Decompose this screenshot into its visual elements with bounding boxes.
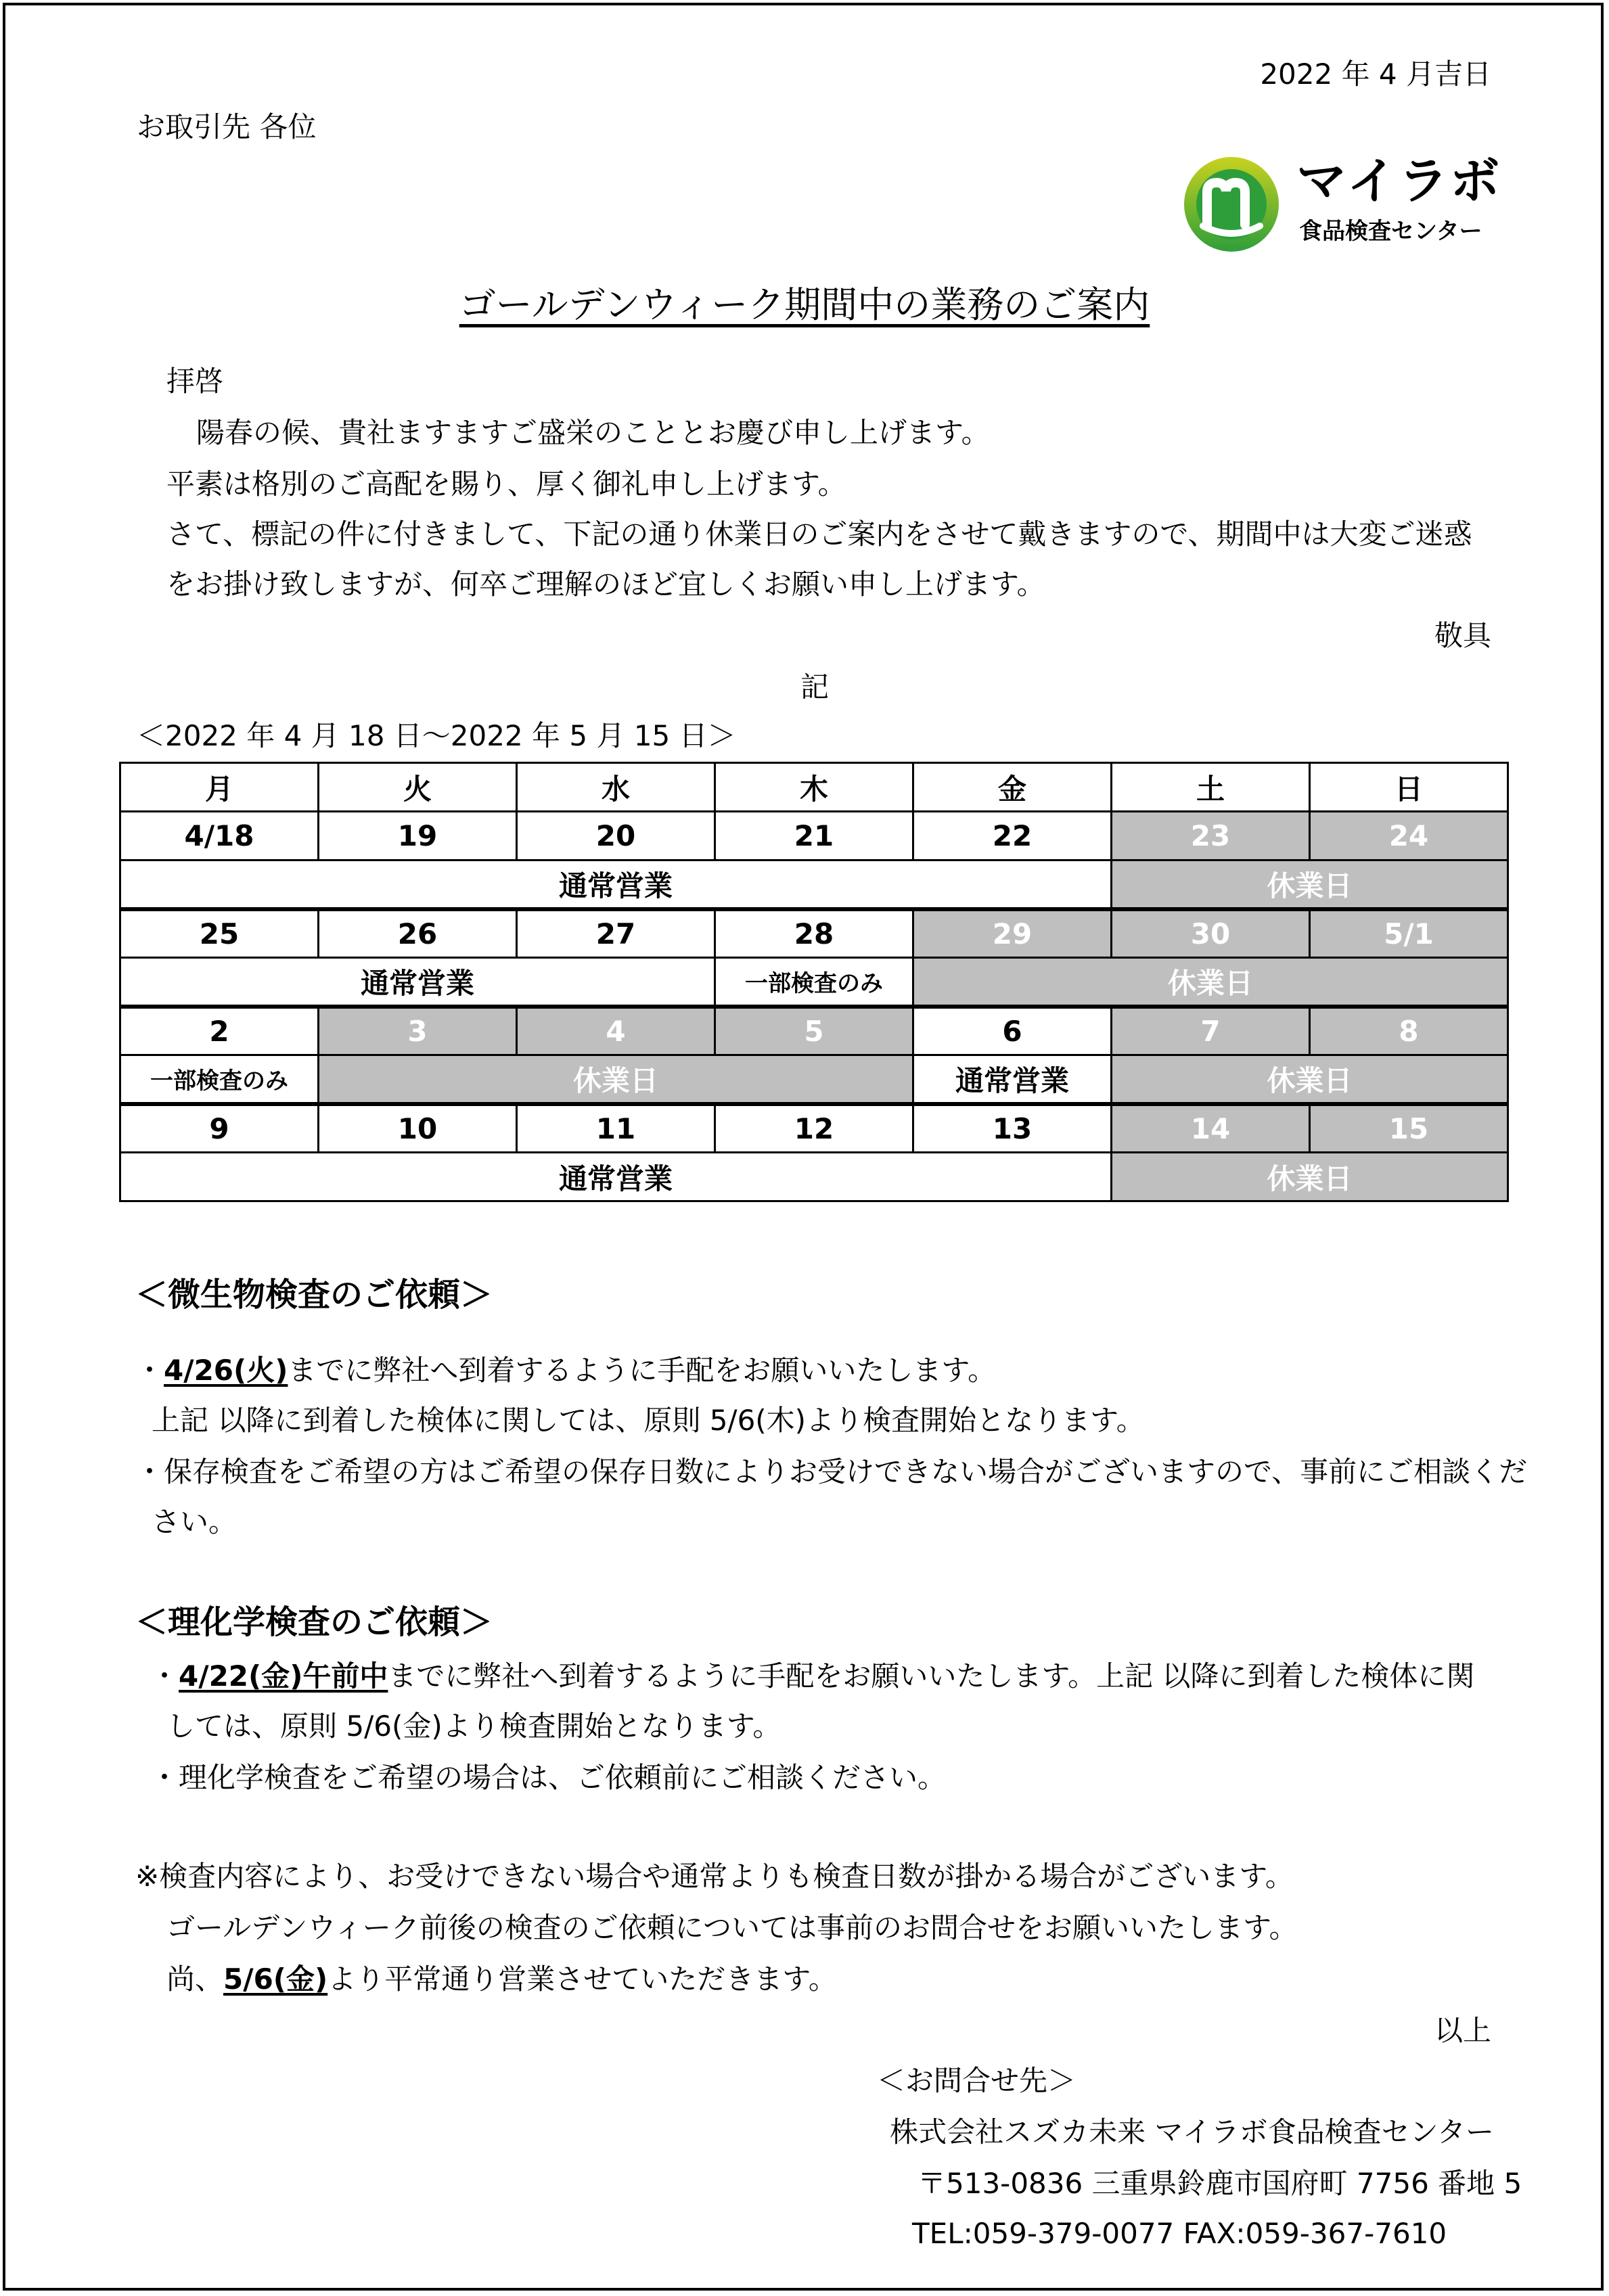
date-row bbox=[120, 812, 1508, 860]
status-row bbox=[120, 958, 1508, 1007]
weekday-header: 火 bbox=[319, 763, 517, 812]
micro-bullet-1-text: までに弊社へ到着するように手配をお願いいたします。 bbox=[288, 1354, 997, 1387]
logo-name: マイラボ bbox=[1296, 152, 1501, 210]
calendar-period: ＜2022 年 4 月 18 日～2022 年 5 月 15 日＞ bbox=[137, 719, 736, 752]
bullet-mark: ・ bbox=[150, 1659, 179, 1693]
date-cell: 23 bbox=[1112, 812, 1310, 860]
greeting-line: をお掛け致しますが、何卒ご理解のほど宜しくお願い申し上げます。 bbox=[166, 568, 1045, 601]
date-cell: 2 bbox=[120, 1007, 319, 1055]
weekday-header: 土 bbox=[1112, 763, 1310, 812]
note-line-3 bbox=[166, 1962, 837, 1997]
chem-bullet-1-text: までに弊社へ到着するように手配をお願いいたします。上記 以降に到着した検体に関 bbox=[388, 1659, 1475, 1693]
ki-mark: 記 bbox=[800, 670, 829, 704]
date-cell: 10 bbox=[319, 1104, 517, 1153]
date-cell: 7 bbox=[1112, 1007, 1310, 1055]
date-cell: 11 bbox=[517, 1104, 715, 1153]
greeting-closing: 敬具 bbox=[1434, 619, 1491, 652]
date-cell: 30 bbox=[1112, 909, 1310, 958]
recipient: お取引先 各位 bbox=[137, 110, 317, 143]
micro-bullet-2-line2: さい。 bbox=[152, 1505, 237, 1538]
date-cell: 25 bbox=[120, 909, 319, 958]
date-cell: 13 bbox=[913, 1104, 1112, 1153]
date-cell: 4/18 bbox=[120, 812, 319, 860]
logo-subname: 食品検査センター bbox=[1299, 218, 1482, 245]
micro-deadline: 4/26(火) bbox=[164, 1354, 288, 1387]
status-row bbox=[120, 860, 1508, 909]
weekday-header: 金 bbox=[913, 763, 1112, 812]
date-cell: 6 bbox=[913, 1007, 1112, 1055]
business-status: 通常営業 bbox=[913, 1055, 1112, 1104]
note-line-1: ※検査内容により、お受けできない場合や通常よりも検査日数が掛かる場合がございます。 bbox=[135, 1860, 1294, 1893]
date-row bbox=[120, 1104, 1508, 1153]
document-title: ゴールデンウィーク期間中の業務のご案内 bbox=[459, 283, 1150, 326]
weekday-header: 月 bbox=[120, 763, 319, 812]
business-status: 一部検査のみ bbox=[715, 958, 913, 1007]
date-cell: 14 bbox=[1112, 1104, 1310, 1153]
closed-day-status: 休業日 bbox=[913, 958, 1508, 1007]
date-cell: 9 bbox=[120, 1104, 319, 1153]
closed-day-status: 休業日 bbox=[1112, 1153, 1508, 1201]
date-cell: 29 bbox=[913, 909, 1112, 958]
document-date: 2022 年 4 月吉日 bbox=[1260, 58, 1491, 91]
closed-day-status: 休業日 bbox=[1112, 860, 1508, 909]
weekday-header-row bbox=[120, 763, 1508, 812]
bullet-mark: ・ bbox=[135, 1354, 164, 1387]
document-end: 以上 bbox=[1434, 2014, 1491, 2047]
micro-heading: ＜微生物検査のご依頼＞ bbox=[135, 1276, 493, 1314]
weekday-header: 木 bbox=[715, 763, 913, 812]
contact-company: 株式会社スズカ未来 マイラボ食品検査センター bbox=[890, 2115, 1494, 2149]
date-cell: 5/1 bbox=[1310, 909, 1508, 958]
chem-deadline: 4/22(金)午前中 bbox=[179, 1659, 388, 1693]
contact-phone: TEL:059-379-0077 FAX:059-367-7610 bbox=[912, 2217, 1447, 2250]
date-cell: 27 bbox=[517, 909, 715, 958]
business-status: 通常営業 bbox=[120, 860, 1112, 909]
micro-bullet-1-line2: 上記 以降に到着した検体に関しては、原則 5/6(木)より検査開始となります。 bbox=[152, 1404, 1145, 1437]
date-cell: 22 bbox=[913, 812, 1112, 860]
status-row bbox=[120, 1153, 1508, 1201]
date-cell: 12 bbox=[715, 1104, 913, 1153]
weekday-header: 水 bbox=[517, 763, 715, 812]
business-status: 一部検査のみ bbox=[120, 1055, 319, 1104]
micro-bullet-2: ・保存検査をご希望の方はご希望の保存日数によりお受けできない場合がございますので、事前にご相談くだ bbox=[135, 1455, 1528, 1488]
status-row bbox=[120, 1055, 1508, 1104]
date-cell: 20 bbox=[517, 812, 715, 860]
contact-heading: ＜お問合せ先＞ bbox=[877, 2064, 1077, 2097]
company-logo bbox=[1183, 150, 1501, 258]
date-cell: 4 bbox=[517, 1007, 715, 1055]
business-status: 通常営業 bbox=[120, 1153, 1112, 1201]
date-cell: 19 bbox=[319, 812, 517, 860]
chem-bullet-1-line2: しては、原則 5/6(金)より検査開始となります。 bbox=[166, 1709, 781, 1743]
date-row bbox=[120, 909, 1508, 958]
reopen-date: 5/6(金) bbox=[223, 1962, 328, 1996]
date-cell: 15 bbox=[1310, 1104, 1508, 1153]
note-line-3-prefix: 尚、 bbox=[166, 1962, 224, 1996]
business-status: 通常営業 bbox=[120, 958, 715, 1007]
closed-day-status: 休業日 bbox=[1112, 1055, 1508, 1104]
note-line-3-text: より平常通り営業させていただきます。 bbox=[327, 1962, 837, 1996]
date-cell: 24 bbox=[1310, 812, 1508, 860]
greeting-line: 陽春の候、貴社ますますご盛栄のこととお慶び申し上げます。 bbox=[196, 416, 990, 449]
micro-bullet-1 bbox=[135, 1353, 996, 1388]
date-cell: 21 bbox=[715, 812, 913, 860]
closed-day-status: 休業日 bbox=[319, 1055, 913, 1104]
date-cell: 3 bbox=[319, 1007, 517, 1055]
greeting-opening: 拝啓 bbox=[166, 365, 224, 398]
date-cell: 8 bbox=[1310, 1007, 1508, 1055]
greeting-line: さて、標記の件に付きまして、下記の通り休業日のご案内をさせて戴きますので、期間中は大変ご迷惑 bbox=[166, 518, 1472, 551]
date-row bbox=[120, 1007, 1508, 1055]
business-calendar bbox=[119, 762, 1509, 1202]
chem-heading: ＜理化学検査のご依頼＞ bbox=[135, 1603, 493, 1641]
chem-bullet-2: ・理化学検査をご希望の場合は、ご依頼前にご相談ください。 bbox=[150, 1761, 947, 1794]
weekday-header: 日 bbox=[1310, 763, 1508, 812]
date-cell: 26 bbox=[319, 909, 517, 958]
greeting-line: 平素は格別のご高配を賜り、厚く御礼申し上げます。 bbox=[166, 467, 846, 501]
note-line-2: ゴールデンウィーク前後の検査のご依頼については事前のお問合せをお願いいたします。 bbox=[166, 1911, 1298, 1944]
contact-address: 〒513-0836 三重県鈴鹿市国府町 7756 番地 5 bbox=[917, 2167, 1522, 2200]
chem-bullet-1 bbox=[150, 1659, 1474, 1694]
date-cell: 5 bbox=[715, 1007, 913, 1055]
date-cell: 28 bbox=[715, 909, 913, 958]
